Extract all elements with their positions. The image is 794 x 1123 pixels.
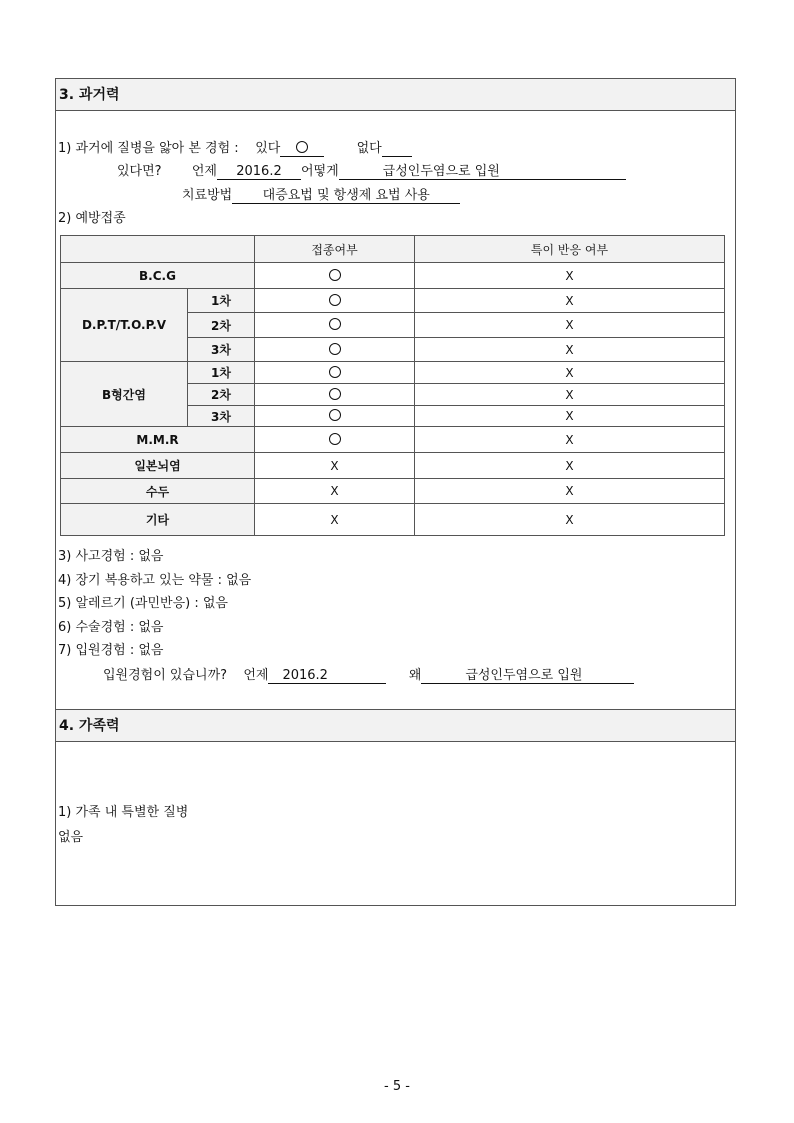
reaction-cell[interactable]: X	[415, 338, 725, 362]
how-value[interactable]: 급성인두염으로 입원	[339, 164, 626, 180]
family-illness-value: 없음	[58, 830, 84, 845]
vaccine-hepb: B형간염	[61, 362, 188, 427]
section-title: 3. 과거력	[56, 79, 735, 111]
no-label: 없다	[356, 141, 382, 156]
vaccinated-cell[interactable]	[255, 384, 415, 406]
circle-mark-icon	[296, 141, 308, 153]
vaccinated-cell[interactable]	[255, 362, 415, 384]
treatment-value[interactable]: 대증요법 및 항생제 요법 사용	[232, 188, 460, 204]
vaccination-table	[60, 235, 725, 536]
vaccine-bcg: B.C.G	[61, 263, 255, 289]
vaccine-dpt: D.P.T/T.O.P.V	[61, 289, 188, 362]
dose-label: 3차	[188, 338, 255, 362]
circle-mark-icon	[329, 388, 341, 400]
vaccinated-cell[interactable]	[255, 263, 415, 289]
dose-label: 2차	[188, 313, 255, 338]
circle-mark-icon	[329, 366, 341, 378]
past-illness-label: 1) 과거에 질병을 앓아 본 경험 :	[58, 141, 239, 156]
yes-mark[interactable]	[280, 141, 324, 157]
section-title: 4. 가족력	[56, 710, 735, 742]
hospitalization-detail	[103, 664, 634, 684]
past-illness-line	[58, 137, 412, 157]
treatment-label: 치료방법	[182, 188, 233, 203]
hosp-question: 입원경험이 있습니까?	[103, 668, 228, 683]
reaction-cell[interactable]: X	[415, 479, 725, 504]
vaccine-other: 기타	[61, 504, 255, 536]
circle-mark-icon	[329, 318, 341, 330]
vaccinated-cell[interactable]	[255, 427, 415, 453]
when-value[interactable]: 2016.2	[217, 164, 301, 180]
page-number: - 5 -	[384, 1079, 410, 1094]
vaccine-varicella: 수두	[61, 479, 255, 504]
circle-mark-icon	[329, 409, 341, 421]
circle-mark-icon	[329, 294, 341, 306]
vaccinated-cell[interactable]	[255, 406, 415, 427]
when-label: 언제	[191, 164, 217, 179]
if-yes-line	[117, 160, 626, 180]
reaction-cell[interactable]: X	[415, 427, 725, 453]
vaccine-je: 일본뇌염	[61, 453, 255, 479]
past-history-section	[55, 78, 736, 710]
vaccinated-cell[interactable]: X	[255, 504, 415, 536]
how-label: 어떻게	[300, 164, 339, 179]
dose-label: 3차	[188, 406, 255, 427]
header-reaction: 특이 반응 여부	[415, 236, 725, 263]
dose-label: 1차	[188, 362, 255, 384]
circle-mark-icon	[329, 433, 341, 445]
reaction-cell[interactable]: X	[415, 313, 725, 338]
circle-mark-icon	[329, 343, 341, 355]
vaccinated-cell[interactable]	[255, 338, 415, 362]
accident-line: 3) 사고경험 : 없음	[58, 549, 164, 564]
reaction-cell[interactable]: X	[415, 263, 725, 289]
treatment-line	[182, 184, 460, 204]
surgery-line: 6) 수술경험 : 없음	[58, 620, 164, 635]
vaccination-label: 2) 예방접종	[58, 211, 126, 226]
table-corner	[61, 236, 255, 263]
vaccinated-cell[interactable]: X	[255, 479, 415, 504]
reaction-cell[interactable]: X	[415, 384, 725, 406]
hosp-when-value[interactable]: 2016.2	[268, 668, 386, 684]
hosp-why-value[interactable]: 급성인두염으로 입원	[421, 668, 634, 684]
medication-line: 4) 장기 복용하고 있는 약물 : 없음	[58, 573, 252, 588]
yes-label: 있다	[255, 141, 281, 156]
dose-label: 2차	[188, 384, 255, 406]
family-history-section	[55, 709, 736, 906]
reaction-cell[interactable]: X	[415, 406, 725, 427]
hosp-why-label: 왜	[408, 668, 422, 683]
dose-label: 1차	[188, 289, 255, 313]
reaction-cell[interactable]: X	[415, 362, 725, 384]
vaccinated-cell[interactable]	[255, 289, 415, 313]
vaccine-mmr: M.M.R	[61, 427, 255, 453]
hosp-when-label: 언제	[243, 668, 269, 683]
reaction-cell[interactable]: X	[415, 289, 725, 313]
reaction-cell[interactable]: X	[415, 504, 725, 536]
if-yes-label: 있다면?	[117, 164, 162, 179]
family-illness-label: 1) 가족 내 특별한 질병	[58, 805, 189, 820]
no-mark[interactable]	[382, 141, 412, 157]
header-vaccinated: 접종여부	[255, 236, 415, 263]
hospitalization-line: 7) 입원경험 : 없음	[58, 643, 164, 658]
allergy-line: 5) 알레르기 (과민반응) : 없음	[58, 596, 228, 611]
circle-mark-icon	[329, 269, 341, 281]
vaccinated-cell[interactable]: X	[255, 453, 415, 479]
vaccinated-cell[interactable]	[255, 313, 415, 338]
reaction-cell[interactable]: X	[415, 453, 725, 479]
